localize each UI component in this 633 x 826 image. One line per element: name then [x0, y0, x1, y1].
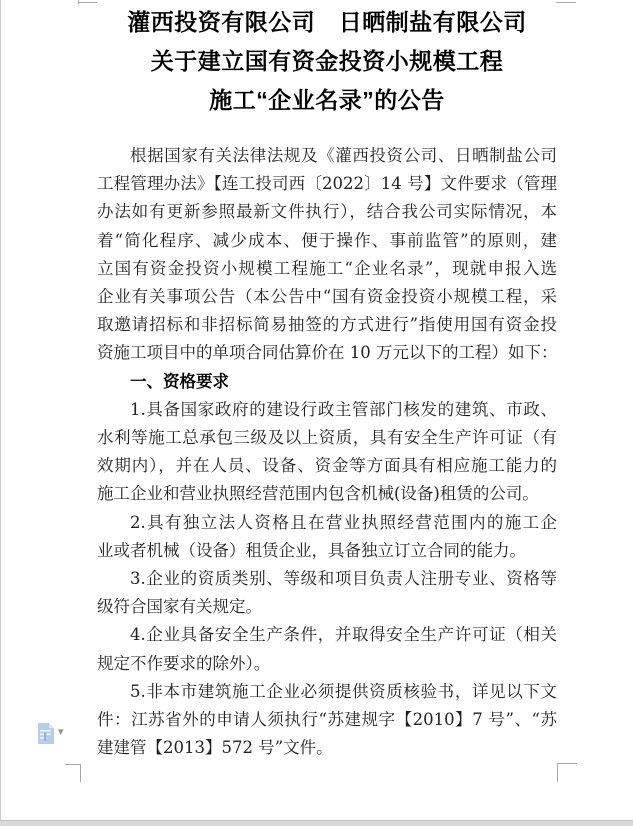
paragraph-intro — [97, 142, 557, 368]
paragraph-item-2 — [97, 509, 557, 565]
margin-mark-top-left-v — [78, 0, 79, 4]
paragraph-item-3 — [97, 565, 557, 621]
text-line: 施工企业和营业执照经营范围内包含机械(设备)租赁的公司。 — [97, 484, 539, 504]
document-title — [97, 0, 557, 120]
section-heading: 一、资格要求 — [130, 372, 229, 391]
text-line: 1.具备国家政府的建设行政主管部门核发的建筑、市政、 — [130, 399, 557, 419]
text-line: 水利等施工总承包三级及以上资质，具有安全生产许可证（有 — [97, 428, 557, 448]
document-content — [97, 0, 557, 762]
title-line-1: 灌西投资有限公司 日晒制盐有限公司 — [127, 9, 527, 35]
text-line: 业或者机械（设备）租赁企业，具备独立订立合同的能力。 — [97, 540, 526, 560]
page-left-edge — [0, 0, 1, 826]
text-line: 3.企业的资质类别、等级和项目负责人注册专业、资格等 — [130, 569, 557, 589]
title-line-2: 关于建立国有资金投资小规模工程 — [150, 48, 504, 74]
paragraph-item-5 — [97, 678, 557, 763]
margin-mark-bottom-right-v — [557, 763, 558, 782]
paragraph-item-4 — [97, 621, 557, 677]
text-line: 办法如有更新参照最新文件执行），结合我公司实际情况，本 — [97, 202, 557, 222]
document-body — [97, 142, 557, 762]
text-line: 效期内），并在人员、设备、资金等方面具有相应施工能力的 — [97, 456, 557, 476]
title-line-3: 施工“企业名录”的公告 — [209, 87, 445, 113]
text-line: 企业有关事项公告（本公告中“国有资金投资小规模工程，采 — [97, 287, 557, 307]
text-line: 工程管理办法》【连工投司西〔2022〕14 号】文件要求（管理 — [97, 174, 557, 194]
text-line: 取邀请招标和非招标简易抽签的方式进行”指使用国有资金投 — [97, 315, 557, 335]
text-line: 建建管【2013】572 号”文件。 — [97, 738, 333, 758]
margin-mark-top-right — [556, 2, 576, 3]
text-line: 级符合国家有关规定。 — [97, 597, 262, 617]
page-bottom-edge — [0, 820, 633, 826]
text-line: 2.具有独立法人资格且在营业执照经营范围内的施工企 — [130, 512, 557, 532]
text-line: 件：江苏省外的申请人须执行“苏建规字【2010】7 号”、“苏 — [97, 710, 557, 730]
margin-mark-bottom-left — [65, 764, 80, 765]
text-line: 着“简化程序、减少成本、便于操作、事前监管”的原则，建 — [97, 230, 557, 250]
text-line: 根据国家有关法律法规及《灌西投资公司、日晒制盐公司 — [130, 146, 557, 165]
text-line: 4.企业具备安全生产条件，并取得安全生产许可证（相关 — [130, 625, 557, 645]
text-line: 规定不作要求的除外）。 — [97, 653, 271, 673]
margin-mark-top-left — [78, 2, 97, 3]
paragraph-item-1 — [97, 396, 557, 509]
section-heading-qualifications — [97, 368, 557, 396]
paste-options-button[interactable] — [36, 722, 70, 748]
margin-mark-bottom-left-v — [80, 764, 81, 782]
text-line: 资施工项目中的单项合同估算价在 10 万元以下的工程）如下： — [97, 343, 558, 363]
text-line: 5.非本市建筑施工企业必须提供资质核验书，详见以下文 — [130, 681, 557, 701]
text-line: 立国有资金投资小规模工程施工“企业名录”，现就申报入选 — [97, 258, 557, 278]
margin-mark-bottom-right — [557, 763, 577, 764]
dropdown-arrow-icon[interactable]: ▾ — [58, 725, 64, 738]
